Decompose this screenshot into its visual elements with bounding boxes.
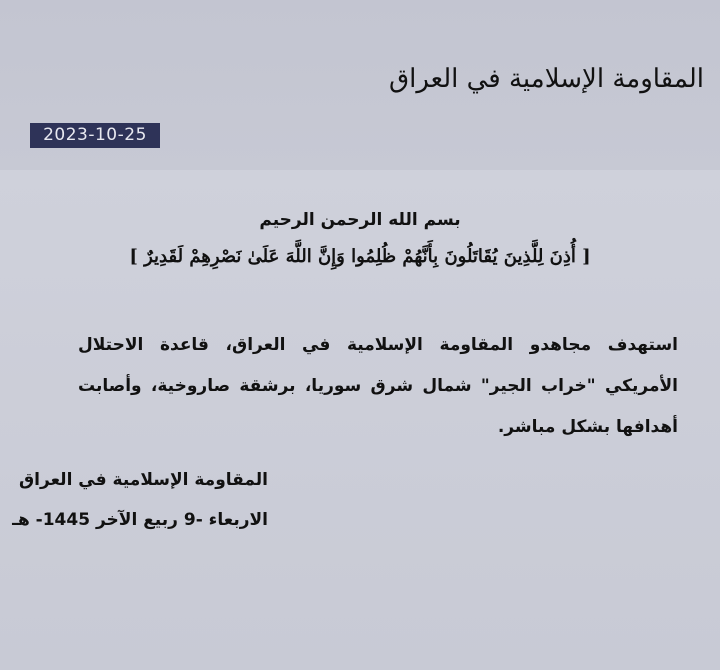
date-badge: 2023-10-25 bbox=[30, 123, 160, 148]
quran-verse: [ أُذِنَ لِلَّذِينَ يُقَاتَلُونَ بِأَنَّهُمْ ظُلِمُوا وَإِنَّ اللَّهَ عَلَىٰ نَصْرِهِمْ لَقَدِيرٌ ] bbox=[129, 246, 591, 267]
basmala: بسم الله الرحمن الرحيم bbox=[259, 210, 461, 230]
statement-body: استهدف مجاهدو المقاومة الإسلامية في العراق، قاعدة الاحتلال الأمريكي "خراب الجير" شمال شرق سوريا، برشقة صاروخية، وأصابت أهدافها بشكل مباشر. bbox=[78, 335, 678, 437]
signature: المقاومة الإسلامية في العراق bbox=[18, 470, 268, 490]
hijri-date: الاربعاء -9 ربيع الآخر 1445- هـ bbox=[12, 510, 268, 530]
organization-logo: المقاومة الإسلامية في العراق bbox=[388, 64, 704, 94]
